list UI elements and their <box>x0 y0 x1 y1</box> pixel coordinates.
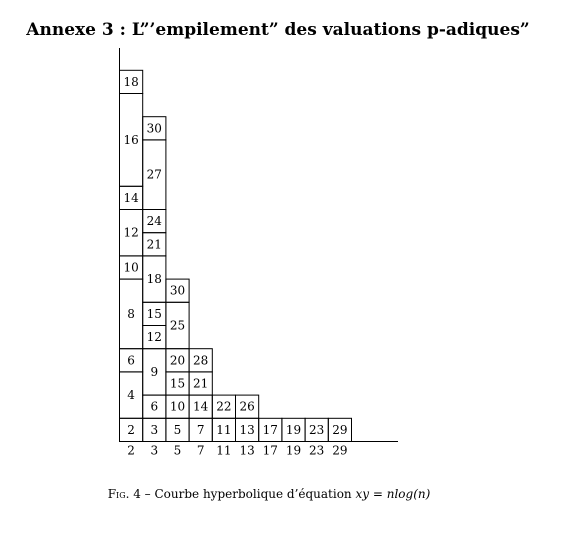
axis-tick-label: 19 <box>285 443 302 458</box>
block-label: 24 <box>146 214 162 229</box>
block-label: 7 <box>196 422 205 437</box>
block-label: 2 <box>127 422 135 437</box>
page-title: Annexe 3 : L”’empilement” des valuations p-adiques” <box>26 20 530 40</box>
block-label: 20 <box>169 353 186 368</box>
block-label: 12 <box>146 330 162 345</box>
block-label: 10 <box>123 260 139 275</box>
caption-text: Courbe hyperbolique d’équation <box>154 487 356 501</box>
block-label: 6 <box>150 399 159 414</box>
block-label: 19 <box>285 422 302 437</box>
block-label: 10 <box>169 399 186 414</box>
block-label: 30 <box>169 283 186 298</box>
block-label: 5 <box>173 422 182 437</box>
caption-separator: – <box>140 487 155 501</box>
block-label: 8 <box>127 306 135 321</box>
block-label: 26 <box>239 399 255 414</box>
block-label: 14 <box>123 190 139 205</box>
block-label: 3 <box>150 422 159 437</box>
block-label: 28 <box>193 353 209 368</box>
block-label: 18 <box>146 272 162 287</box>
figure-label: Fig. 4 <box>107 487 141 501</box>
axis-tick-label: 3 <box>150 443 159 458</box>
block-label: 18 <box>123 74 139 89</box>
axis-tick-label: 11 <box>216 443 232 458</box>
axis-tick-label: 17 <box>262 443 278 458</box>
block-label: 21 <box>146 237 162 252</box>
block-label: 15 <box>146 306 162 321</box>
block-label: 13 <box>239 422 255 437</box>
axis-tick-label: 13 <box>239 443 255 458</box>
block-label: 27 <box>146 167 162 182</box>
block-label: 30 <box>146 121 162 136</box>
block-label: 11 <box>216 422 232 437</box>
block-label: 9 <box>150 364 159 379</box>
axis-tick-label: 5 <box>173 443 182 458</box>
axis-tick-label: 7 <box>196 443 205 458</box>
block-label: 12 <box>123 225 139 240</box>
block-label: 25 <box>169 318 186 333</box>
axis-labels <box>127 444 347 458</box>
caption-equation: xy = nlog(n) <box>355 487 431 501</box>
block-label: 22 <box>216 399 232 414</box>
stack-blocks <box>120 70 352 441</box>
block-label: 15 <box>169 376 186 391</box>
block-label: 29 <box>332 422 348 437</box>
axis-tick-label: 2 <box>127 443 135 458</box>
block-label: 16 <box>123 132 139 147</box>
figure-caption <box>0 487 538 501</box>
block-label: 21 <box>193 376 209 391</box>
axis-tick-label: 29 <box>332 443 348 458</box>
block-label: 6 <box>127 353 135 368</box>
axis-tick-label: 23 <box>309 443 325 458</box>
block-label: 23 <box>309 422 325 437</box>
block-label: 14 <box>193 399 209 414</box>
block-label: 4 <box>127 388 135 403</box>
block-label: 17 <box>262 422 278 437</box>
